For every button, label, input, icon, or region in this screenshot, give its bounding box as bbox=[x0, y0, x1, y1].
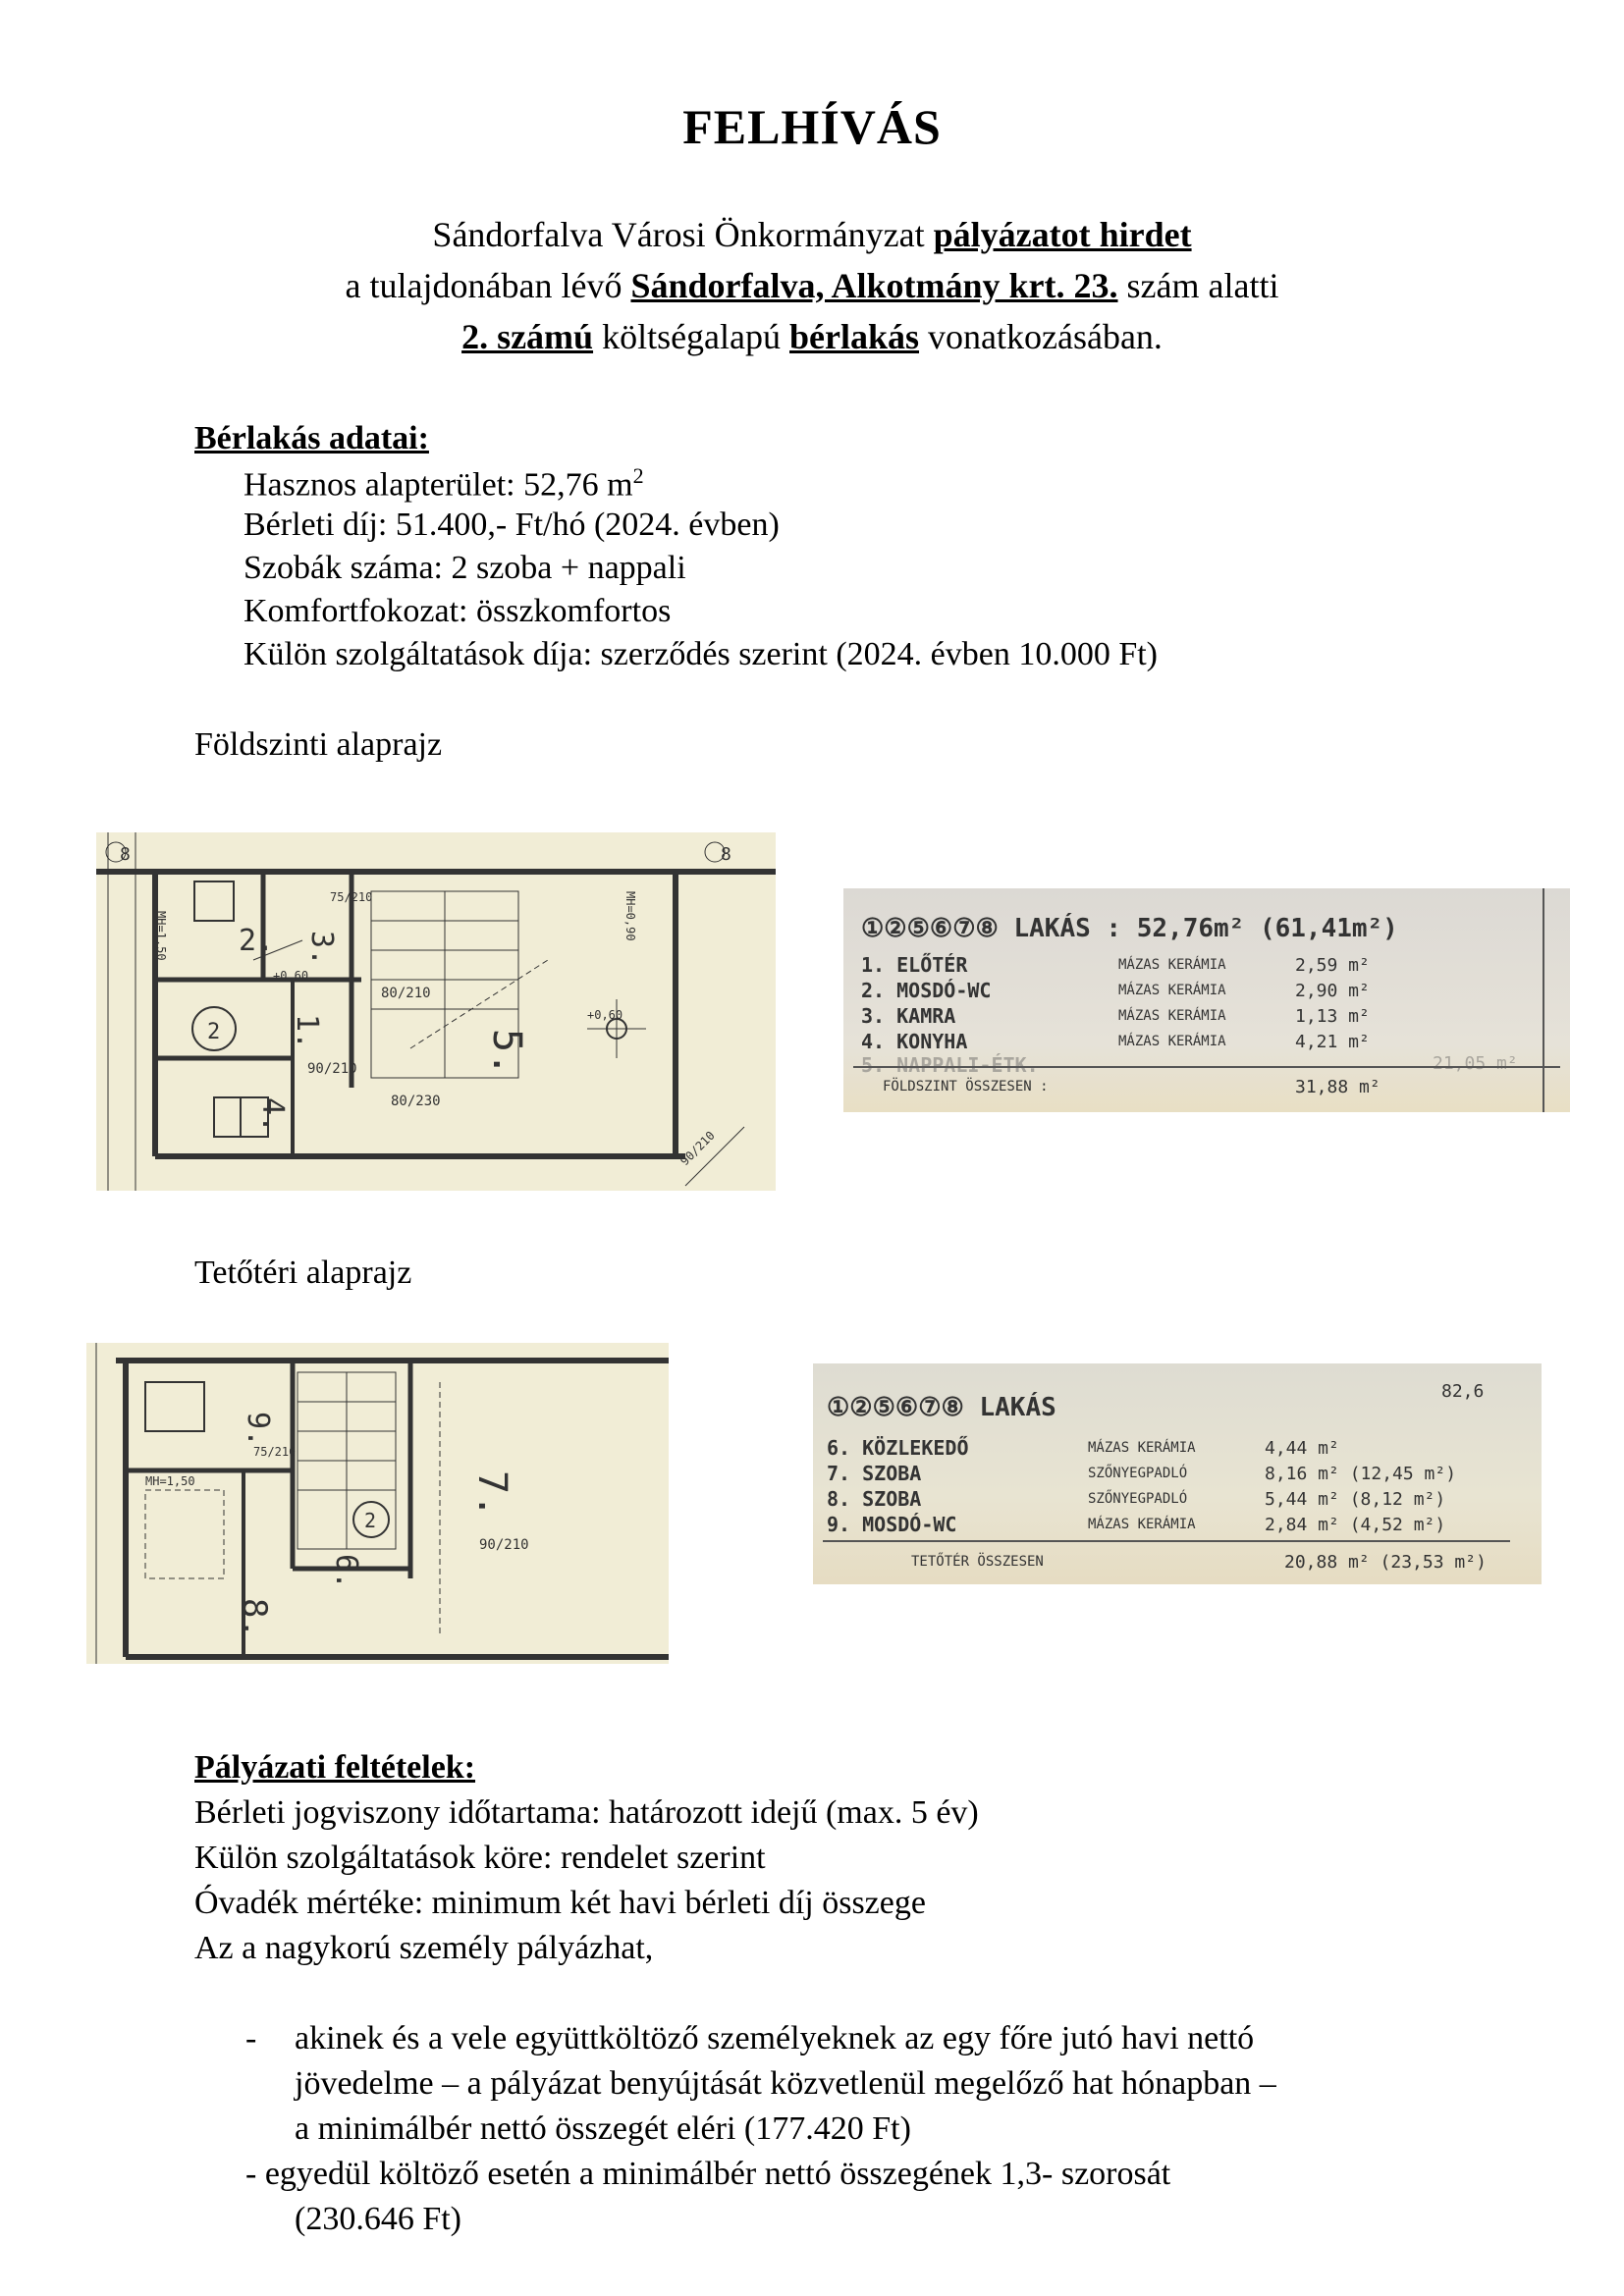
table-area: 2,90 m² bbox=[1295, 981, 1370, 1001]
plan-dimension: 90/210 bbox=[677, 1128, 718, 1169]
table-total: 31,88 m² bbox=[1295, 1077, 1380, 1097]
table-finish: MÁZAS KERÁMIA bbox=[1118, 983, 1226, 998]
table-area: 4,21 m² bbox=[1295, 1032, 1370, 1052]
intro-text: Sándorfalva Városi Önkormányzat bbox=[432, 215, 934, 254]
plan-room-3-label: 3. bbox=[304, 931, 339, 967]
details-heading: Bérlakás adatai: bbox=[194, 420, 429, 456]
plan-dimension: 75/210 bbox=[330, 890, 373, 904]
plan-circle-label: 2 bbox=[207, 1020, 221, 1044]
bullet-dash: - bbox=[245, 2020, 257, 2056]
table-area: 2,59 m² bbox=[1295, 955, 1370, 976]
table-finish: MÁZAS KERÁMIA bbox=[1118, 1008, 1226, 1024]
table-divider bbox=[853, 1066, 1560, 1068]
table-room-name: 1. ELŐTÉR bbox=[861, 953, 968, 977]
intro-line-1 bbox=[0, 214, 1624, 255]
conditions-deposit: Óvadék mértéke: minimum két havi bérleti díj összege bbox=[194, 1885, 926, 1921]
table-room-name: 9. MOSDÓ-WC bbox=[827, 1513, 957, 1536]
intro-text: szám alatti bbox=[1117, 266, 1279, 305]
ground-floor-area-table bbox=[843, 888, 1570, 1112]
plan-room-8-label: 8. bbox=[235, 1598, 274, 1638]
details-rent: Bérleti díj: 51.400,- Ft/hó (2024. évben) bbox=[244, 507, 780, 543]
intro-flat-number: 2. számú bbox=[461, 317, 594, 356]
table-area: 5,44 m² (8,12 m²) bbox=[1265, 1489, 1446, 1510]
intro-text: a tulajdonában lévő bbox=[345, 266, 631, 305]
conditions-heading: Pályázati feltételek: bbox=[194, 1749, 476, 1786]
conditions-eligibility: Az a nagykorú személy pályázhat, bbox=[194, 1930, 654, 1966]
page-title: FELHÍVÁS bbox=[682, 99, 942, 154]
table-total: 20,88 m² (23,53 m²) bbox=[1284, 1552, 1487, 1573]
plan-room-9-label: 9. bbox=[241, 1412, 275, 1448]
plan-dimension: MH=0,90 bbox=[623, 891, 637, 941]
plan-dimension: +0,60 bbox=[273, 969, 309, 983]
table-area: 21,05 m² bbox=[1433, 1053, 1518, 1074]
intro-line-3 bbox=[0, 316, 1624, 357]
table-area: 8,16 m² (12,45 m²) bbox=[1265, 1464, 1457, 1484]
details-area-text: Hasznos alapterület: 52,76 m bbox=[244, 466, 633, 504]
intro-emphasis: pályázatot hirdet bbox=[933, 215, 1192, 254]
table-total-label: TETŐTÉR ÖSSZESEN bbox=[911, 1554, 1044, 1570]
table-finish: SZŐNYEGPADLÓ bbox=[1088, 1466, 1188, 1481]
table-edge-line bbox=[1543, 888, 1544, 1112]
ground-floor-plan-drawing bbox=[96, 832, 776, 1191]
plan-grid-label: 8 bbox=[120, 844, 131, 865]
attic-floor-area-table bbox=[813, 1363, 1542, 1584]
table-area: 4,44 m² bbox=[1265, 1438, 1339, 1459]
bullet-2-line-2: (230.646 Ft) bbox=[295, 2201, 461, 2237]
plan-dimension: 90/210 bbox=[479, 1537, 529, 1553]
bullet-1-line-3: a minimálbér nettó összegét eléri (177.420 Ft) bbox=[295, 2110, 911, 2147]
details-comfort: Komfortfokozat: összkomfortos bbox=[244, 593, 672, 629]
plan-circle-label: 2 bbox=[364, 1509, 377, 1532]
plan-dimension: 75/210 bbox=[253, 1445, 297, 1459]
table-divider bbox=[823, 1540, 1510, 1542]
conditions-services: Külön szolgáltatások köre: rendelet szerint bbox=[194, 1840, 766, 1876]
plan-grid-label: 8 bbox=[721, 844, 731, 865]
plan-dimension: MH=1,50 bbox=[154, 911, 168, 961]
table-finish: SZŐNYEGPADLÓ bbox=[1088, 1491, 1188, 1507]
table-header: ①②⑤⑥⑦⑧ LAKÁS bbox=[827, 1393, 1056, 1422]
intro-line-2 bbox=[0, 265, 1624, 306]
table-finish: MÁZAS KERÁMIA bbox=[1088, 1440, 1196, 1456]
plan-room-5-label: 5. bbox=[484, 1029, 529, 1077]
intro-emphasis: bérlakás bbox=[789, 317, 920, 356]
table-room-name: 3. KAMRA bbox=[861, 1004, 956, 1028]
table-room-name: 7. SZOBA bbox=[827, 1462, 922, 1485]
table-area: 1,13 m² bbox=[1295, 1006, 1370, 1027]
table-finish: MÁZAS KERÁMIA bbox=[1118, 957, 1226, 973]
plan-dimension: +0,60 bbox=[587, 1008, 623, 1022]
bullet-1-line-1: akinek és a vele együttköltöző személyeknek az egy főre jutó havi nettó bbox=[295, 2020, 1255, 2056]
table-room-name: 2. MOSDÓ-WC bbox=[861, 979, 992, 1002]
plan-dimension: 80/210 bbox=[381, 986, 431, 1001]
intro-text: költségalapú bbox=[593, 317, 790, 356]
plan-room-2-label: 2. bbox=[239, 924, 275, 958]
table-room-name: 6. KÖZLEKEDŐ bbox=[827, 1436, 969, 1460]
plan-room-1-label: 1. bbox=[290, 1014, 324, 1050]
table-finish: MÁZAS KERÁMIA bbox=[1088, 1517, 1196, 1532]
table-area: 2,84 m² (4,52 m²) bbox=[1265, 1515, 1446, 1535]
attic-floor-plan bbox=[86, 1343, 669, 1664]
bullet-2-line-1: - egyedül költöző esetén a minimálbér nettó összegének 1,3- szorosát bbox=[245, 2156, 1171, 2192]
conditions-duration: Bérleti jogviszony időtartama: határozott idejű (max. 5 év) bbox=[194, 1794, 979, 1831]
plan-dimension: 80/230 bbox=[391, 1094, 441, 1109]
intro-address: Sándorfalva, Alkotmány krt. 23. bbox=[630, 266, 1118, 305]
table-total-label: FÖLDSZINT ÖSSZESEN : bbox=[883, 1079, 1049, 1095]
table-room-name: 5. NAPPALI-ÉTK. bbox=[861, 1053, 1039, 1077]
table-header: ①②⑤⑥⑦⑧ LAKÁS : 52,76m² (61,41m²) bbox=[861, 914, 1398, 943]
table-handwritten-note: 82,6 bbox=[1441, 1381, 1485, 1402]
plan-room-6-label: 6. bbox=[329, 1554, 363, 1590]
table-finish: MÁZAS KERÁMIA bbox=[1118, 1034, 1226, 1049]
attic-floor-plan-drawing bbox=[86, 1343, 669, 1664]
details-area bbox=[244, 463, 644, 504]
table-room-name: 8. SZOBA bbox=[827, 1487, 922, 1511]
plan-dimension: 90/210 bbox=[307, 1061, 357, 1077]
plan-dimension: MH=1,50 bbox=[145, 1474, 195, 1488]
table-room-name: 4. KONYHA bbox=[861, 1030, 968, 1053]
details-area-sup: 2 bbox=[632, 463, 644, 488]
bullet-1-line-2: jövedelme – a pályázat benyújtását közvetlenül megelőző hat hónapban – bbox=[295, 2065, 1276, 2102]
plan-room-7-label: 7. bbox=[469, 1470, 514, 1519]
intro-text: vonatkozásában. bbox=[919, 317, 1163, 356]
ground-floor-plan bbox=[96, 832, 776, 1191]
details-rooms: Szobák száma: 2 szoba + nappali bbox=[244, 550, 686, 586]
details-services: Külön szolgáltatások díja: szerződés szerint (2024. évben 10.000 Ft) bbox=[244, 636, 1158, 672]
ground-floor-label: Földszinti alaprajz bbox=[194, 726, 443, 763]
plan-room-4-label: 4. bbox=[255, 1097, 290, 1134]
attic-floor-label: Tetőtéri alaprajz bbox=[194, 1255, 412, 1291]
